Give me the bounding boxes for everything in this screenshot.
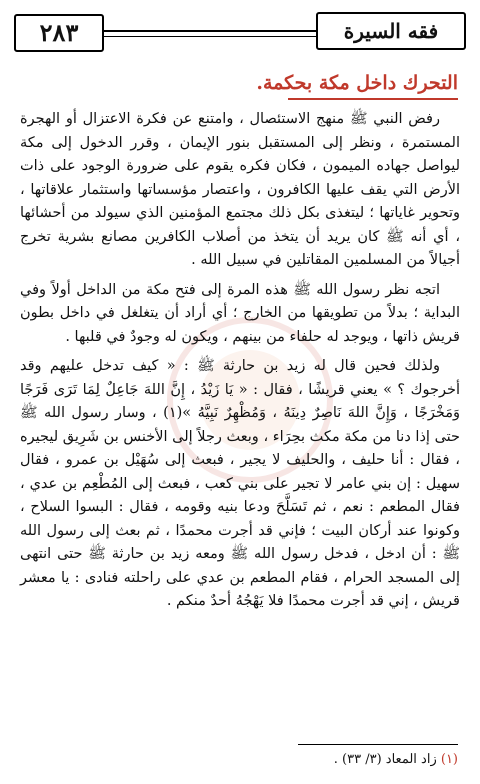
section-title: التحرك داخل مكة بحكمة.: [256, 72, 458, 94]
page-number: ٢٨٣: [14, 14, 104, 52]
section-title-underline: [288, 98, 458, 100]
footnote-text: زاد المعاد (٣/ ٣٣) .: [333, 752, 437, 767]
paragraph: اتجه نظر رسول الله ﷺ هذه المرة إلى فتح مكة من الداخل أولاً وفي البداية ؛ بدلاً من تطويقها من الخارج ؛ أي أراد أن يتغلغل في داخل بطون قريش ذاتها ، ويوجد له حلفاء من بينهم ، ويكون له وجودٌ في قلبها .: [20, 281, 460, 345]
footnote-rule: [298, 744, 458, 745]
book-title: فقه السيرة: [343, 19, 439, 43]
paragraph: ولذلك فحين قال له زيد بن حارثة ﷺ : « كيف تدخل عليهم وقد أخرجوك ؟ » يعني قريشًا ، فقال : « يَا زَيْدُ ، إِنَّ اللهَ جَاعِلٌ لِمَا تَرَى فَرَجًا وَمَخْرَجًا ، وَإِنَّ اللهَ نَاصِرٌ دِينَهُ ، وَمُظْهِرٌ نَبِيَّهُ »(١) ، وسار رسول الله ﷺ حتى إذا دنا من مكة مكث بحِرَاء ، وبعث رجلاً إلى الأخنس بن شَرِيق ليجيره ، فقال : أنا حليف ، والحليف لا يجير ، فبعث إلى سُهَيْل بن عمرو ، فقال سهيل : إن بني عامر لا تجير على بني كعب ، فبعث إلى المُطْعِم بن عدي ، فقال المطعم : نعم ، ثم تَسَلَّحَ ودعا بنيه وقومه ، فقال : البسوا السلاح ، وكونوا عند أركان البيت ؛ فإني قد أجرت محمدًا ، ثم بعث إلى رسول الله ﷺ : أن ادخل ، فدخل رسول الله ﷺ ومعه زيد بن حارثة ﷺ حتى انتهى إلى المسجد الحرام ، فقام المطعم بن عدي على راحلته فنادى : يا معشر قريش ، إني قد أجرت محمدًا فلا يَهْجُهُ أحدٌ منكم .: [20, 358, 460, 609]
body-text: [20, 108, 460, 620]
paragraph: رفض النبي ﷺ منهج الاستئصال ، وامتنع عن فكرة الاعتزال أو الهجرة المستمرة ، ونظر إلى المستقبل بنور الإيمان ، وقرر الدخول إلى مكة ليواصل جهاده الميمون ، فكان فكره يقوم على ضرورة الوجود على ذات الأرض التي يقف عليها الكافرون ، واعتصار مؤسساتها واستثمار علاقاتها ، وتحوير غاياتها ؛ ليتغذى بكل ذلك مجتمع المؤمنين الذي سيولد من أحشائها ، أي أنه ﷺ كان يريد أن يتخذ من أصلاب الكافرين مصانع بشرية تخرج أجيالاً من المسلمين المقاتلين في سبيل الله .: [20, 111, 460, 268]
page-header: [14, 12, 466, 52]
book-title-frame: [316, 12, 466, 50]
footnote: [334, 752, 458, 767]
footnote-marker: (١): [440, 752, 458, 767]
header-rule-thin: [104, 36, 318, 37]
header-rule: [104, 30, 318, 32]
